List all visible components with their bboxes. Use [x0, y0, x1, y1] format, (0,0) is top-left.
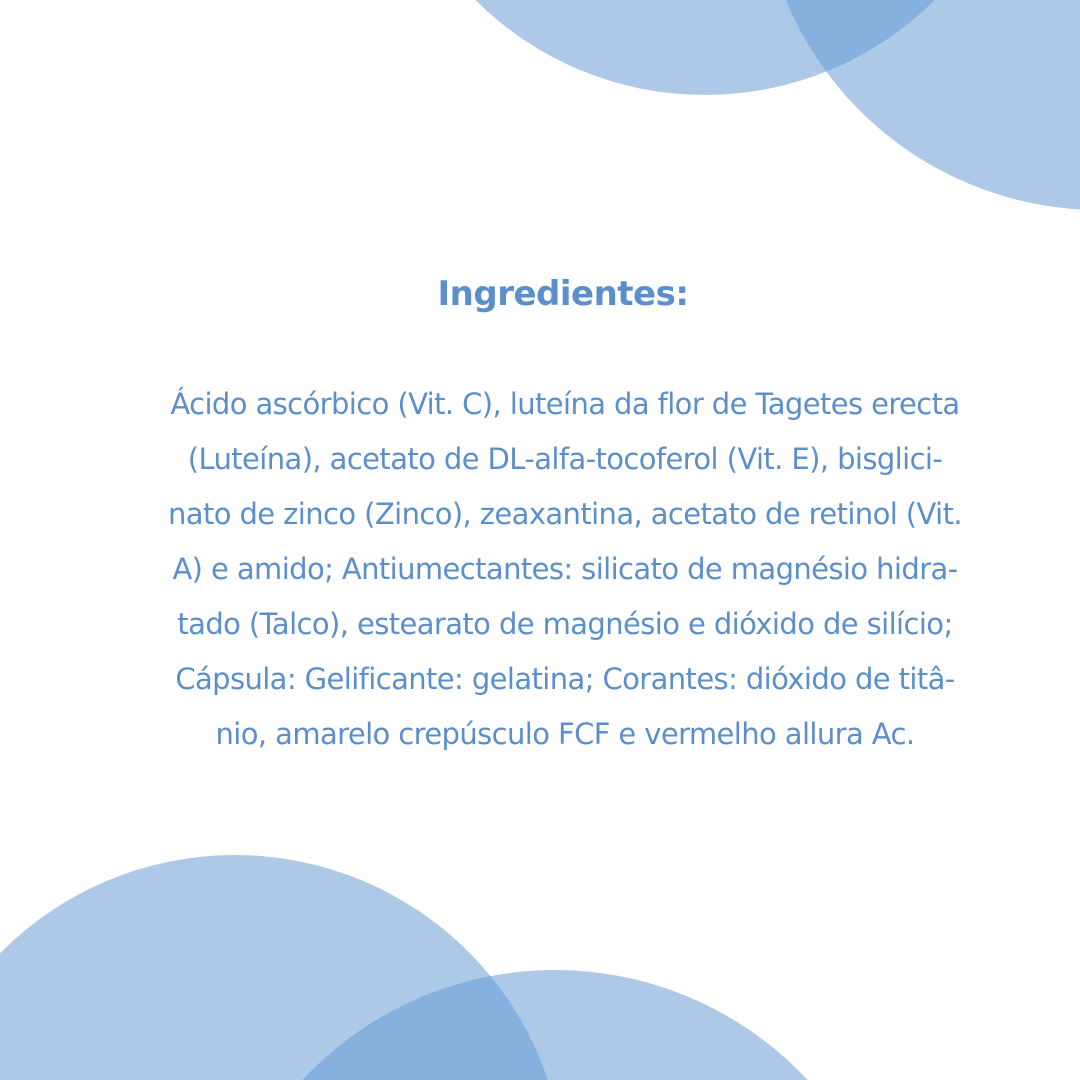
ingredients-line: A) e amido; Antiumectantes: silicato de magnésio hidra-	[172, 552, 958, 586]
ingredients-line: (Luteína), acetato de DL-alfa-tocoferol (Vit. E), bisglici-	[187, 442, 943, 476]
ingredients-line: tado (Talco), estearato de magnésio e dióxido de silício;	[177, 607, 953, 641]
ingredients-line: nato de zinco (Zinco), zeaxantina, acetato de retinol (Vit.	[168, 497, 962, 531]
ingredients-text	[120, 377, 1010, 762]
ingredients-title: Ingredientes:	[437, 274, 689, 314]
ingredients-line: nio, amarelo crepúsculo FCF e vermelho allura Ac.	[215, 717, 915, 751]
ingredients-line: Ácido ascórbico (Vit. C), luteína da flor de Tagetes erecta	[170, 387, 960, 421]
ingredients-line: Cápsula: Gelificante: gelatina; Corantes: dióxido de titâ-	[175, 662, 955, 696]
